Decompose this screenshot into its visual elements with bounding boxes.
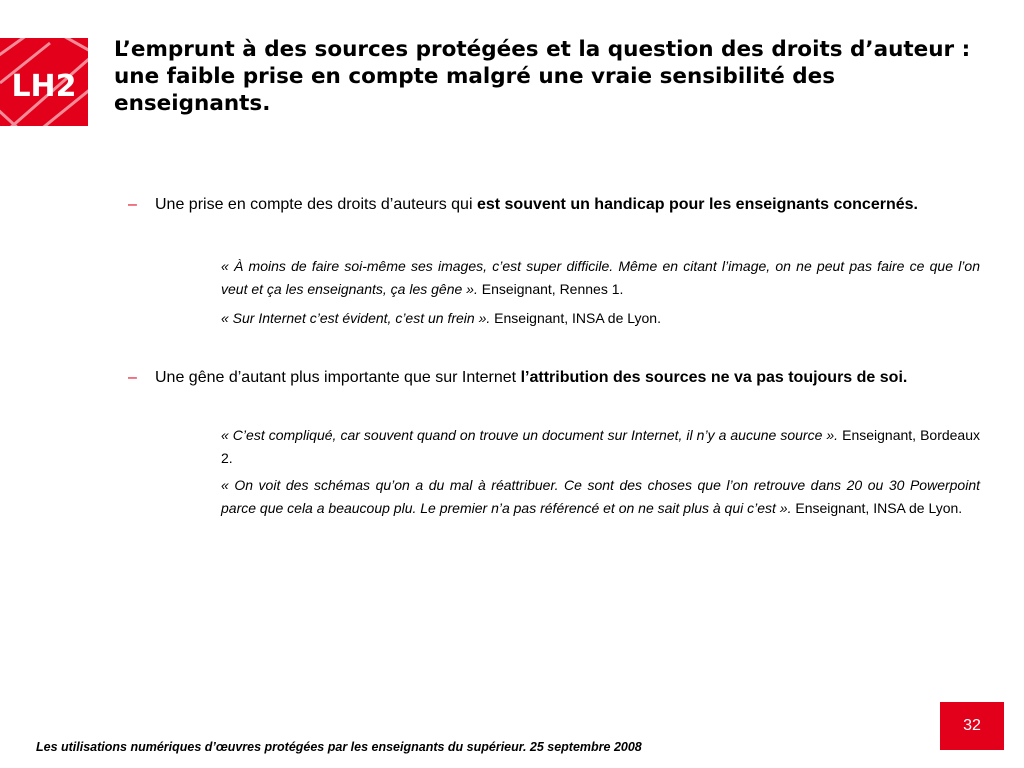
footer-text: Les utilisations numériques d’œuvres protégées par les enseignants du supérieur. 25 septembre 2008 — [36, 740, 642, 754]
lh2-logo-graphic — [0, 38, 88, 126]
quote-1-1 — [221, 255, 980, 301]
quote-text: « On voit des schémas qu’on a du mal à réattribuer. Ce sont des choses que l’on retrouve dans 20 ou 30 Powerpoint parce que cela a beaucoup plu. Le premier n’a pas référencé et on ne sait plus à qui c’est ». — [221, 477, 980, 516]
quote-2-1 — [221, 424, 980, 470]
quote-text: « Sur Internet c’est évident, c’est un frein ». — [221, 310, 491, 326]
bullet-marker: – — [128, 196, 137, 213]
bullet-text-normal: Une prise en compte des droits d’auteurs qui — [155, 196, 477, 213]
bullet-marker: – — [128, 369, 137, 386]
slide-title: L’emprunt à des sources protégées et la question des droits d’auteur : une faible prise en compte malgré une vraie sensibilité des enseignants. — [114, 37, 971, 116]
quote-1-2 — [221, 307, 980, 330]
bullet-2 — [128, 365, 980, 390]
quote-2-2 — [221, 474, 980, 520]
bullet-text-bold: est souvent un handicap pour les enseignants concernés. — [476, 196, 918, 213]
logo-text: LH2 — [11, 69, 77, 104]
bullet-text-bold: l’attribution des sources ne va pas toujours de soi. — [520, 369, 908, 386]
page-number-badge — [940, 702, 1004, 750]
quote-text: « C’est compliqué, car souvent quand on trouve un document sur Internet, il n’y a aucune source ». — [221, 427, 839, 443]
quote-source: Enseignant, Rennes 1. — [477, 281, 624, 297]
bullet-text — [155, 192, 980, 217]
lh2-logo — [0, 38, 88, 126]
quote-source: Enseignant, INSA de Lyon. — [791, 500, 963, 516]
bullet-text-normal: Une gêne d’autant plus importante que sur Internet — [155, 369, 521, 386]
quote-source: Enseignant, Bordeaux 2. — [221, 427, 980, 466]
page-number: 32 — [963, 717, 981, 734]
bullet-text — [155, 365, 980, 390]
quote-source: Enseignant, INSA de Lyon. — [490, 310, 661, 326]
quote-text: « À moins de faire soi-même ses images, c’est super difficile. Même en citant l’image, on ne peut pas faire ce que l’on veut et ça les enseignants, ça les gêne ». — [221, 258, 980, 297]
bullet-1 — [128, 192, 980, 217]
